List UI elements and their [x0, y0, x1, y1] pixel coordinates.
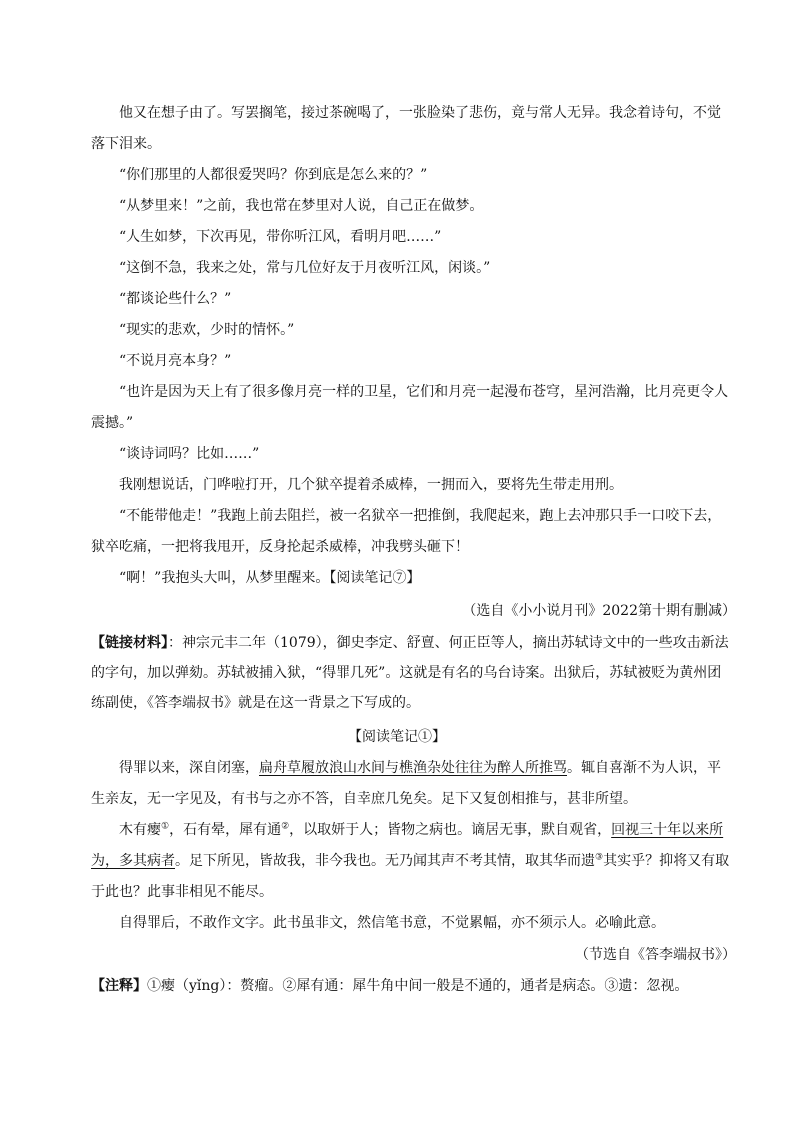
reading-note-heading: 【阅读笔记①】 — [348, 729, 446, 745]
annotation — [91, 974, 751, 998]
annotation-label: 【注释】 — [91, 978, 147, 994]
story-paragraph: 他又在想子由了。写罢搁笔，接过茶碗喝了，一张脸染了悲伤，竟与常人无异。我念着诗句，不觉落下泪来。 — [91, 105, 721, 152]
story-source: （选自《小小说月刊》2022第十期有删减） — [462, 603, 736, 619]
footnote-marker: ① — [161, 821, 170, 832]
classic-text: 。足下所见，皆故我，非今我也。无乃闻其声不考其情，取其华而遗 — [175, 853, 595, 869]
story-paragraph: “都谈论些什么？” — [119, 291, 232, 307]
classic-text: 得罪以来，深自闭塞， — [119, 760, 259, 776]
story-paragraph: “啊！”我抱头大叫，从梦里醒来。【阅读笔记⑦】 — [119, 570, 421, 586]
underlined-sentence: 回视三十年以来所为，多其病者 — [91, 822, 724, 869]
story-paragraph: “也许是因为天上有了很多像月亮一样的卫星，它们和月亮一起漫布苍穹，星河浩瀚，比月亮更令人震撼。” — [91, 384, 729, 431]
classic-paragraph — [91, 815, 731, 908]
classic-paragraph — [91, 753, 731, 815]
classic-paragraph: 自得罪后，不敢作文字。此书虽非文，然信笔书意，不觉累幅，亦不须示人。必喻此意。 — [119, 915, 665, 931]
story-paragraph: “从梦里来！”之前，我也常在梦里对人说，自己正在做梦。 — [119, 198, 484, 214]
classic-source: （节选自《答李端叔书》） — [575, 947, 736, 963]
link-material-label: 【链接材料】 — [91, 635, 168, 651]
link-material — [91, 628, 731, 718]
classic-text: 木有瘿 — [119, 822, 161, 838]
story-paragraph: “不能带他走！”我跑上前去阻拦，被一名狱卒一把推倒，我爬起来，跑上去冲那只手一口咬下去，狱卒吃痛，一把将我甩开，反身抡起杀威棒，冲我劈头砸下！ — [91, 508, 722, 555]
classic-text: 其实乎？抑将又有取于此也？此事非相见不能尽。 — [91, 853, 730, 900]
story-paragraph: “现实的悲欢，少时的情怀。” — [119, 322, 295, 338]
classic-text: 。辄自喜渐不为人识，平生亲友，无一字见及，有书与之亦不答，自幸庶几免矣。足下又复创相推与，甚非所望。 — [91, 760, 721, 807]
classic-text: ，以取妍于人；皆物之病也。谪居无事，默自观省， — [289, 822, 612, 838]
story-paragraph: “人生如梦，下次再见，带你听江风，看明月吧……” — [119, 229, 442, 245]
story-paragraph: “这倒不急，我来之处，常与几位好友于月夜听江风，闲谈。” — [119, 260, 491, 276]
footnote-marker: ② — [281, 821, 290, 832]
footnote-marker: ③ — [595, 852, 604, 863]
story-paragraph: 我刚想说话，门哗啦打开，几个狱卒提着杀威棒，一拥而入，要将先生带走用刑。 — [119, 477, 623, 493]
story-paragraph: “不说月亮本身？” — [119, 353, 232, 369]
link-material-text: ：神宗元丰二年（1079），御史李定、舒亶、何正臣等人，摘出苏轼诗文中的一些攻击新法的字句，加以弹劾。苏轼被捕入狱，“得罪几死”。这就是有名的乌台诗案。出狱后，苏轼被贬为黄州团练副使，《答李端叔书》就是在这一背景之下写成的。 — [91, 635, 729, 711]
classic-text: ，石有晕，犀有通 — [169, 822, 282, 838]
annotation-text: ①瘿（yǐng）：赘瘤。②犀有通：犀牛角中间一般是不通的，通者是病态。③遗：忽视。 — [147, 978, 689, 994]
story-paragraph: “谈诗词吗？比如……” — [119, 446, 260, 462]
underlined-sentence: 扁舟草履放浪山水间与樵渔杂处往往为醉人所推骂 — [259, 760, 567, 776]
story-paragraph: “你们那里的人都很爱哭吗？你到底是怎么来的？” — [119, 167, 428, 183]
